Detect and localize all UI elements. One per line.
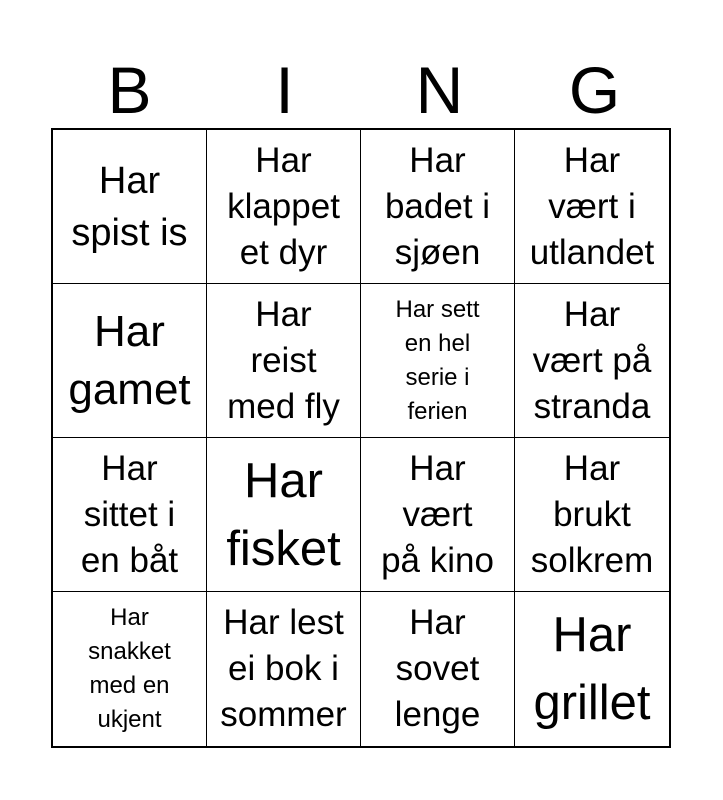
bingo-board <box>51 128 671 748</box>
cell-text: Har snakket med en ukjent <box>88 604 171 733</box>
cell-text: Har sovet lenge <box>394 603 481 734</box>
bingo-cell[interactable] <box>53 438 207 592</box>
bingo-cell[interactable] <box>53 130 207 284</box>
bingo-cell[interactable] <box>515 284 669 438</box>
bingo-cell[interactable] <box>361 130 515 284</box>
cell-text: Har spist is <box>71 159 188 254</box>
cell-text: Har vært på kino <box>381 448 494 580</box>
cell-text: Har sittet i en båt <box>80 448 179 580</box>
cell-text: Har sett en hel serie i ferien <box>395 295 480 425</box>
cell-text: Har gamet <box>68 306 191 414</box>
bingo-cell[interactable] <box>361 284 515 438</box>
bingo-cell[interactable] <box>207 438 361 592</box>
header-letter-b: B <box>107 53 152 127</box>
bingo-header <box>52 50 672 130</box>
cell-text: Har klappet et dyr <box>227 140 340 272</box>
cell-text: Har fisket <box>226 453 341 576</box>
header-letter-i: I <box>275 53 294 127</box>
cell-text: Har vært i utlandet <box>529 140 655 272</box>
bingo-cell[interactable] <box>53 284 207 438</box>
cell-text: Har grillet <box>533 608 651 730</box>
header-letter-g: G <box>568 53 621 127</box>
cell-text: Har badet i sjøen <box>384 140 491 272</box>
cell-text: Har lest ei bok i sommer <box>220 603 347 734</box>
bingo-cell[interactable] <box>515 130 669 284</box>
bingo-cell[interactable] <box>515 592 669 746</box>
bingo-cell[interactable] <box>207 130 361 284</box>
bingo-cell[interactable] <box>361 438 515 592</box>
bingo-cell[interactable] <box>361 592 515 746</box>
bingo-cell[interactable] <box>207 284 361 438</box>
cell-text: Har reist med fly <box>227 294 340 426</box>
header-letter-n: N <box>415 53 464 127</box>
cell-text: Har vært på stranda <box>532 294 652 426</box>
bingo-cell[interactable] <box>53 592 207 746</box>
bingo-cell[interactable] <box>207 592 361 746</box>
bingo-cell[interactable] <box>515 438 669 592</box>
cell-text: Har brukt solkrem <box>530 448 654 580</box>
